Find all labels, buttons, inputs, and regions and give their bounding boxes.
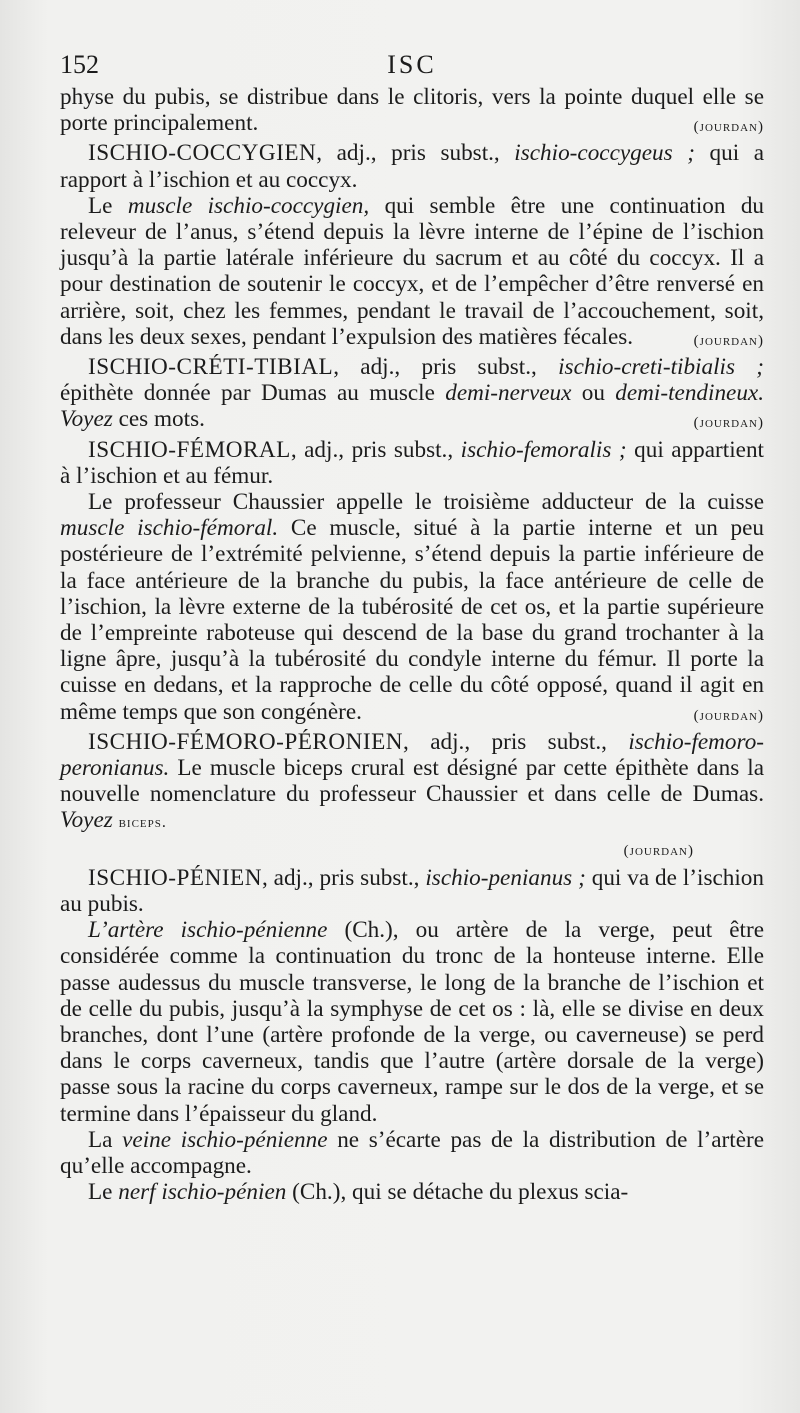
entry-paragraph: Le muscle ischio-coccygien, qui semble être une continuation du releveur de l’anus, s’étend depuis la lèvre interne de l’épine de l’ischion jusqu’à la partie latérale inférieure du sacrum et au côté du coccyx. Il a pour destination de soutenir le coccyx, et de l’empêcher d’être renversé en arrière, soit, chez les femmes, pendant le travail de l’accouchement, soit, dans les deux sexes, pendant l’expulsion des matières fécales. (jourdan) bbox=[60, 193, 764, 354]
headword: ISCHIO-COCCYGIEN bbox=[88, 140, 317, 167]
latin-term: ischio-femoro-peronianus. bbox=[60, 728, 765, 782]
entry-paragraph: Le professeur Chaussier appelle le troisième adducteur de la cuisse muscle ischio-fémoral. Ce muscle, situé à la partie interne et un peu postérieure de l’extrémité pelvienne, s’étend depuis la partie inférieure de la face antérieure de la branche du pubis, la face antérieure de celle de l’ischion, la lèvre externe de la tubérosité de cet os, et la partie supérieure de l’empreinte raboteuse qui descend de la base du grand trochanter à la ligne âpre, jusqu’à la tubérosité du condyle interne du fémur. Il porte la cuisse en dedans, et la rapproche de celle du côté opposé, quand il agit en même temps que son congénère. (jourdan) bbox=[60, 489, 764, 729]
headword: ISCHIO-FÉMORAL bbox=[88, 436, 291, 463]
author-signature: (jourdan) bbox=[693, 707, 764, 724]
latin-term: ischio-coccygeus ; bbox=[514, 140, 695, 167]
entry-ischio-femoral: ISCHIO-FÉMORAL, adj., pris subst., ischio-femoralis ; qui appartient à l’ischion et au fémur. bbox=[60, 436, 764, 489]
entry-paragraph: L’artère ischio-pénienne (Ch.), ou artère de la verge, peut être considérée comme la continuation du tronc de la honteuse interne. Elle passe audessus du muscle transverse, le long de la branche de l’ischion et de celle du pubis, jusqu’à la symphyse de cet os : là, elle se divise en deux branches, dont l’une (artère profonde de la verge, ou caverneuse) se perd dans le corps caverneux, tandis que l’autre (artère dorsale de la verge) passe sous la racine du corps caverneux, rampe sur le dos de la verge, et se termine dans l’épaisseur du gland. bbox=[60, 917, 764, 1127]
dictionary-text bbox=[60, 84, 764, 1205]
headword: ISCHIO-CRÉTI-TIBIAL bbox=[88, 354, 334, 381]
author-signature: (jourdan) bbox=[693, 415, 764, 432]
latin-term: ischio-penianus ; bbox=[425, 864, 586, 891]
author-signature: (jourdan) bbox=[693, 332, 764, 349]
running-head-word: ISC bbox=[387, 50, 437, 79]
entry-paragraph: Le nerf ischio-pénien (Ch.), qui se détache du plexus scia- bbox=[88, 1179, 629, 1206]
entry-ischio-creti-tibial: ISCHIO-CRÉTI-TIBIAL, adj., pris subst., ischio-creti-tibialis ; épithète donnée par Dumas au muscle demi-nerveux ou demi-tendineux. Voyez ces mots. (jourdan) bbox=[60, 354, 764, 437]
headword: ISCHIO-FÉMORO-PÉRONIEN bbox=[88, 728, 404, 755]
entry-ischio-femoro-peronien: ISCHIO-FÉMORO-PÉRONIEN, adj., pris subst., ischio-femoro-peronianus. Le muscle biceps crural est désigné par cette épithète dans la nouvelle nomenclature du professeur Chaussier et dans celle de Dumas. Voyez biceps. bbox=[60, 728, 765, 834]
entry-ischio-penien: ISCHIO-PÉNIEN, adj., pris subst., ischio-penianus ; qui va de l’ischion au pubis. bbox=[60, 864, 764, 917]
latin-term: ischio-creti-tibialis ; bbox=[558, 354, 764, 381]
paragraph-continuation: physe du pubis, se distribue dans le clitoris, vers la pointe duquel elle se porte principalement. (jourdan) bbox=[60, 84, 764, 140]
headword: ISCHIO-PÉNIEN bbox=[88, 864, 262, 891]
running-head bbox=[60, 50, 764, 84]
author-signature: (jourdan) bbox=[693, 119, 764, 136]
author-signature: (jourdan) bbox=[623, 842, 694, 859]
entry-ischio-coccygien: ISCHIO-COCCYGIEN, adj., pris subst., ischio-coccygeus ; qui a rapport à l’ischion et au coccyx. bbox=[60, 140, 764, 193]
entry-paragraph: La veine ischio-pénienne ne s’écarte pas de la distribution de l’artère qu’elle accompagne. bbox=[60, 1126, 765, 1179]
page-number: 152 bbox=[60, 50, 99, 79]
latin-term: ischio-femoralis ; bbox=[460, 436, 627, 463]
